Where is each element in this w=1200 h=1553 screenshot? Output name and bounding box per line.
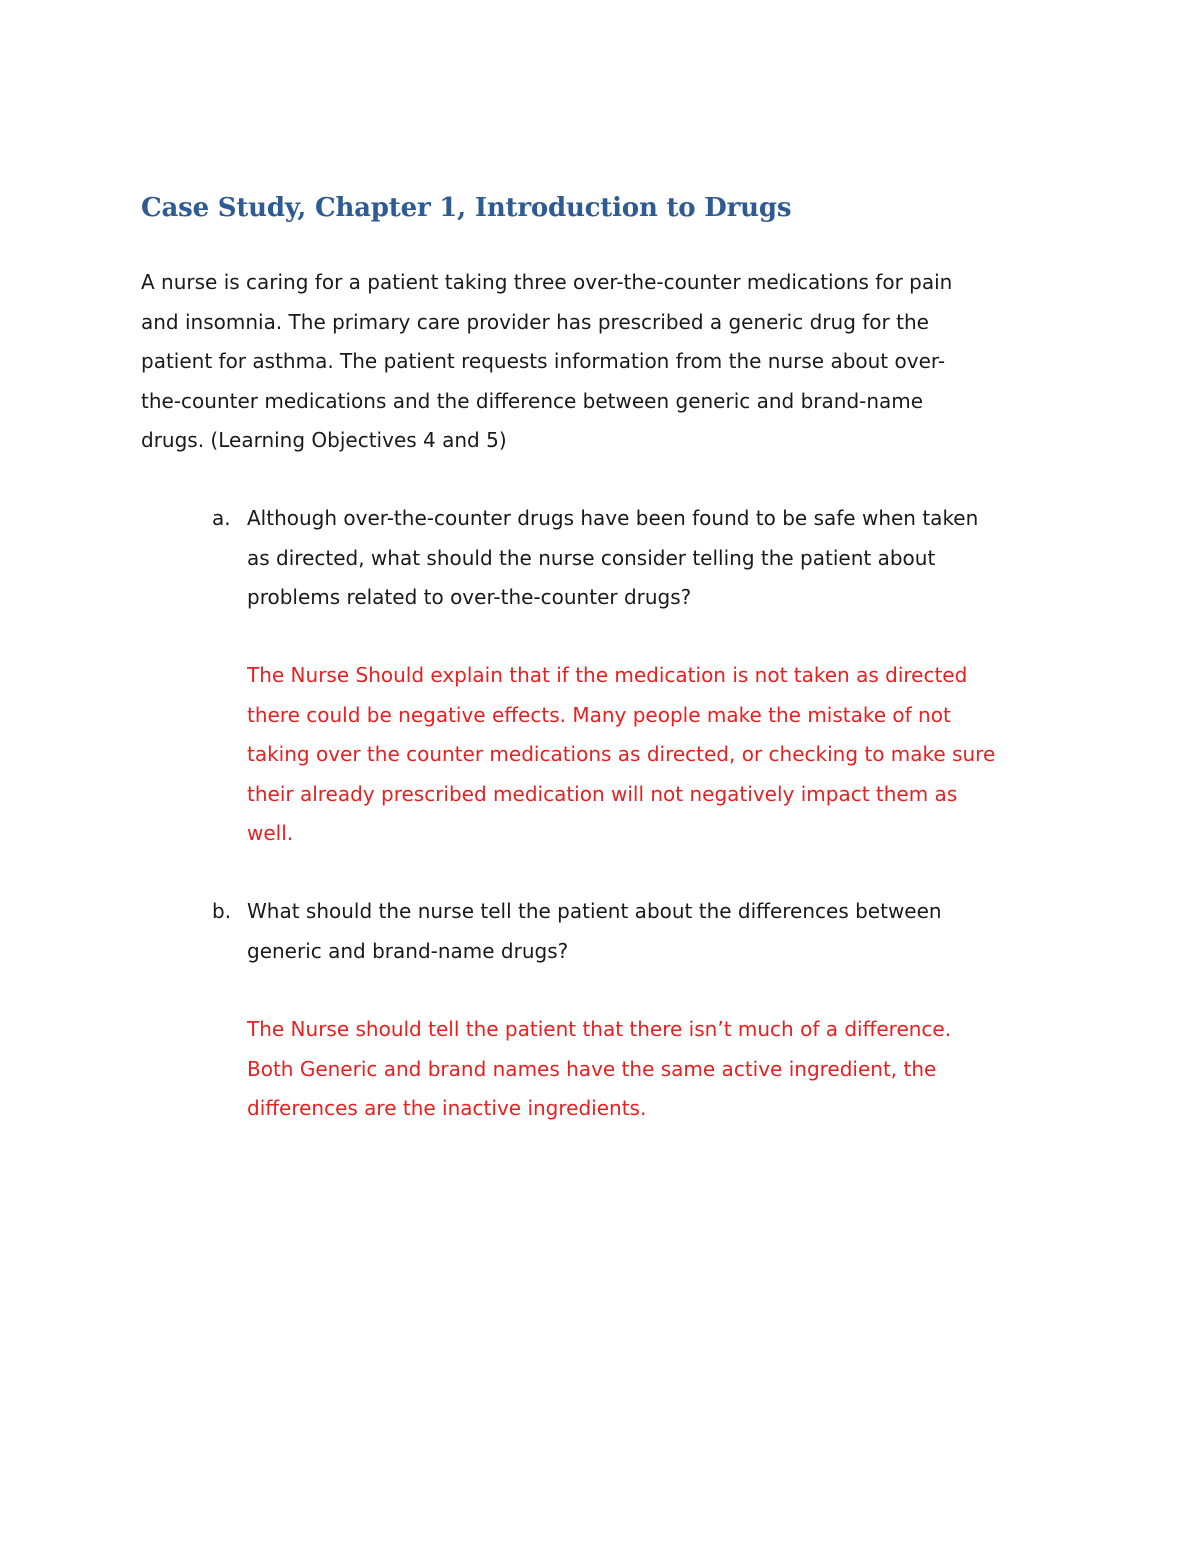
question-line: generic and brand-name drugs? [247,938,569,963]
question-a-marker: a. [212,506,231,530]
answer-a-text [247,656,995,854]
question-b-marker: b. [212,899,232,923]
question-a-text [247,499,978,618]
intro-line: the-counter medications and the difference between generic and brand-name [141,388,924,413]
question-line: as directed, what should the nurse consider telling the patient about [247,545,936,570]
answer-line: The Nurse Should explain that if the medication is not taken as directed [247,663,968,687]
question-line: Although over-the-counter drugs have been found to be safe when taken [247,506,979,530]
intro-line: and insomnia. The primary care provider has prescribed a generic drug for the [141,309,929,334]
answer-line: Both Generic and brand names have the same active ingredient, the [247,1056,937,1081]
answer-line: well. [247,821,294,845]
question-line: What should the nurse tell the patient about the differences between [247,899,942,923]
document-title: Case Study, Chapter 1, Introduction to Drugs [141,193,792,223]
answer-line: taking over the counter medications as directed, or checking to make sure [247,742,996,766]
question-line: problems related to over-the-counter drugs? [247,585,692,609]
answer-b-text [247,1010,951,1129]
case-intro-paragraph [141,263,1041,461]
answer-line: there could be negative effects. Many people make the mistake of not [247,702,951,727]
answer-line: The Nurse should tell the patient that there isn’t much of a difference. [247,1017,952,1041]
intro-line: drugs. (Learning Objectives 4 and 5) [141,428,507,452]
answer-line: their already prescribed medication will not negatively impact them as [247,781,958,806]
intro-line: A nurse is caring for a patient taking three over-the-counter medications for pain [141,270,953,294]
question-b-text [247,892,942,971]
intro-line: patient for asthma. The patient requests information from the nurse about over- [141,349,946,373]
answer-line: differences are the inactive ingredients. [247,1096,647,1120]
